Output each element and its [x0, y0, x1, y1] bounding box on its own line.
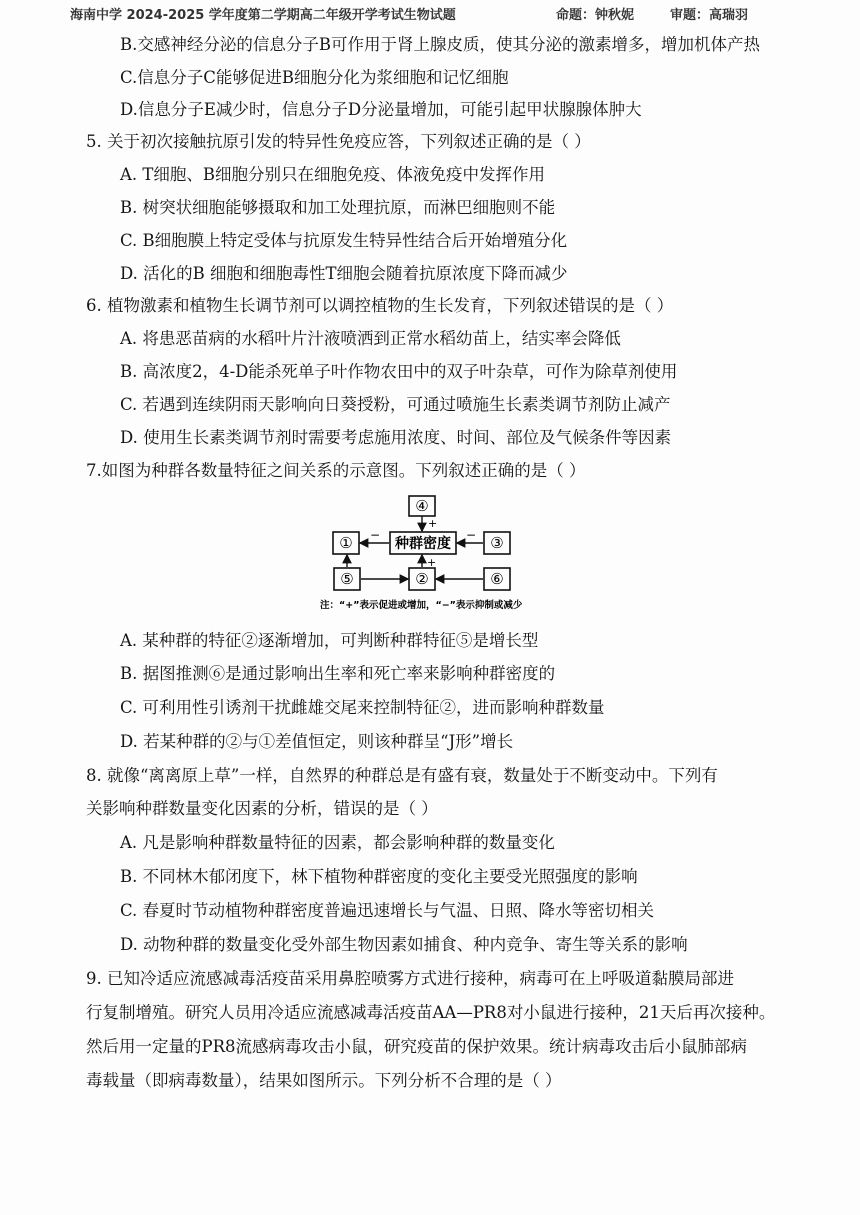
sign-4: +	[428, 517, 438, 530]
box-1	[333, 532, 359, 554]
box-4	[409, 496, 435, 516]
reviewer-label: 审题：高瑞羽	[670, 8, 749, 23]
label-3: ③	[490, 534, 504, 552]
label-density: 种群密度	[395, 536, 451, 552]
q8-option-c: C. 春夏时节动植物种群密度普遍迅速增长与气温、日照、降水等密切相关	[120, 901, 655, 920]
box-2	[409, 568, 435, 590]
q5-option-a: A. T细胞、B细胞分别只在细胞免疫、体液免疫中发挥作用	[120, 165, 546, 184]
q8-option-b: B. 不同林木郁闭度下，林下植物种群密度的变化主要受光照强度的影响	[120, 867, 638, 886]
q5-stem: 5. 关于初次接触抗原引发的特异性免疫应答，下列叙述正确的是（ ）	[86, 132, 591, 151]
q7-option-b: B. 据图推测⑥是通过影响出生率和死亡率来影响种群密度的	[120, 664, 556, 683]
q9-line1: 9. 已知冷适应流感减毒活疫苗采用鼻腔喷雾方式进行接种，病毒可在上呼吸道黏膜局部进	[86, 969, 734, 988]
q6-option-b: B. 高浓度2，4-D能杀死单子叶作物农田中的双子叶杂草，可作为除草剂使用	[120, 362, 678, 381]
label-5: ⑤	[340, 570, 354, 588]
q8-stem-line1: 8. 就像“离离原上草”一样，自然界的种群总是有盛有衰，数量处于不断变动中。下列有	[86, 766, 718, 785]
sign-1: −	[370, 528, 381, 542]
diagram-note: 注：“+”表示促进或增加，“−”表示抑制或减少	[320, 600, 523, 611]
q9-line4: 毒载量（即病毒数量），结果如图所示。下列分析不合理的是（ ）	[86, 1071, 562, 1090]
label-6: ⑥	[490, 570, 504, 588]
box-3	[484, 532, 510, 554]
box-5	[334, 568, 360, 590]
q9-line3: 然后用一定量的PR8流感病毒攻击小鼠，研究疫苗的保护效果。统计病毒攻击后小鼠肺部病	[86, 1037, 748, 1056]
box-density	[390, 532, 456, 554]
page-header	[0, 0, 860, 26]
label-1: ①	[339, 534, 353, 552]
q6-option-d: D. 使用生长素类调节剂时需要考虑施用浓度、时间、部位及气候条件等因素	[120, 428, 672, 447]
q6-stem: 6. 植物激素和植物生长调节剂可以调控植物的生长发育，下列叙述错误的是（ ）	[86, 296, 674, 315]
q5-option-b: B. 树突状细胞能够摄取和加工处理抗原，而淋巴细胞则不能	[120, 198, 556, 217]
q5-option-c: C. B细胞膜上特定受体与抗原发生特异性结合后开始增殖分化	[120, 231, 568, 250]
q8-option-d: D. 动物种群的数量变化受外部生物因素如捕食、种内竞争、寄生等关系的影响	[120, 935, 688, 954]
sign-2: +	[427, 556, 437, 569]
q4-option-d: D.信息分子E减少时，信息分子D分泌量增加，可能引起甲状腺腺体肿大	[120, 100, 642, 119]
author-label: 命题：钟秋妮	[556, 8, 635, 23]
q4-option-c: C.信息分子C能够促进B细胞分化为浆细胞和记忆细胞	[120, 68, 509, 87]
q6-option-a: A. 将患恶苗病的水稻叶片汁液喷洒到正常水稻幼苗上，结实率会降低	[120, 329, 621, 348]
population-diagram	[320, 490, 540, 615]
q6-option-c: C. 若遇到连续阴雨天影响向日葵授粉，可通过喷施生长素类调节剂防止减产	[120, 395, 671, 414]
q7-stem: 7.如图为种群各数量特征之间关系的示意图。下列叙述正确的是（ ）	[86, 461, 586, 480]
q4-option-b: B.交感神经分泌的信息分子B可作用于肾上腺皮质，使其分泌的激素增多，增加机体产热	[120, 35, 760, 54]
q7-option-d: D. 若某种群的②与①差值恒定，则该种群呈“J形”增长	[120, 732, 514, 751]
label-2: ②	[415, 570, 429, 588]
q8-stem-line2: 关影响种群数量变化因素的分析，错误的是（ ）	[86, 799, 438, 818]
exam-title: 海南中学 2024-2025 学年度第二学期高二年级开学考试生物试题	[70, 8, 456, 23]
q7-option-c: C. 可利用性引诱剂干扰雌雄交尾来控制特征②，进而影响种群数量	[120, 698, 605, 717]
q5-option-d: D. 活化的B 细胞和细胞毒性T细胞会随着抗原浓度下降而减少	[120, 264, 568, 283]
q7-option-a: A. 某种群的特征②逐渐增加，可判断种群特征⑤是增长型	[120, 631, 539, 650]
label-4: ④	[415, 497, 429, 515]
q8-option-a: A. 凡是影响种群数量特征的因素，都会影响种群的数量变化	[120, 833, 555, 852]
q9-line2: 行复制增殖。研究人员用冷适应流感减毒活疫苗AA—PR8对小鼠进行接种，21天后再次接种。	[86, 1003, 776, 1022]
sign-3: −	[466, 528, 477, 542]
box-6	[484, 568, 510, 590]
